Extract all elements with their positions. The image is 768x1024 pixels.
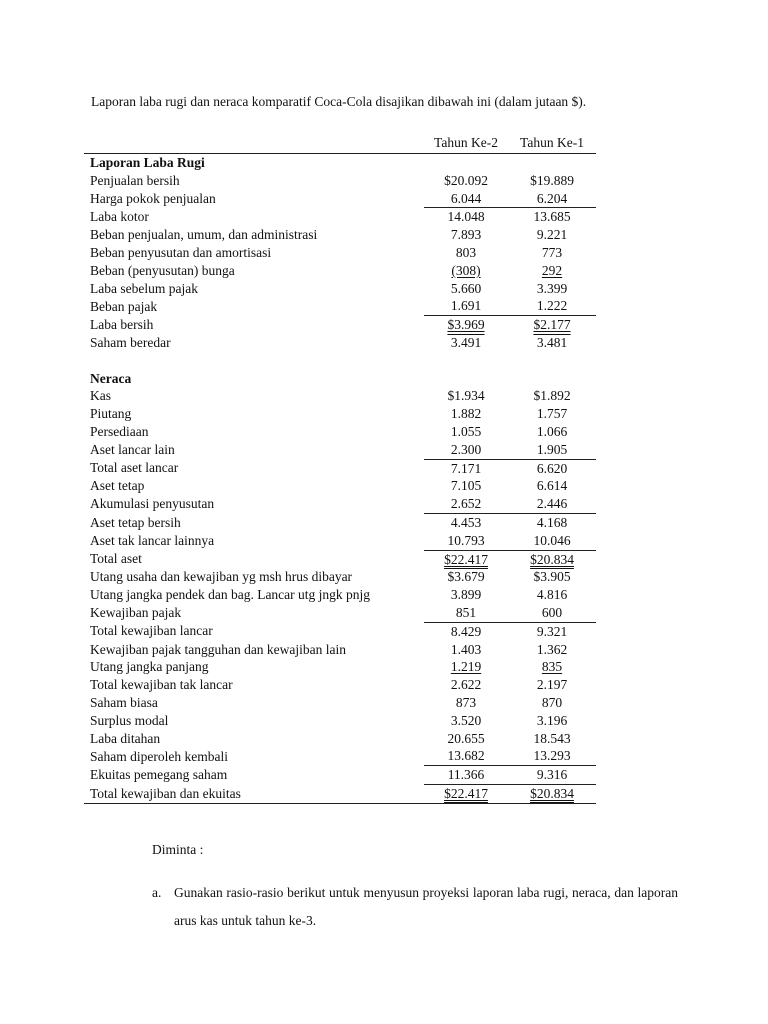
value-text: 20.655 <box>447 730 485 746</box>
value-year-1 <box>508 316 596 334</box>
table-row <box>84 604 596 622</box>
header-year-1: Tahun Ke-1 <box>520 135 584 151</box>
row-label: Laba sebelum pajak <box>90 280 198 296</box>
value-year-1 <box>508 568 596 586</box>
table-row <box>84 622 596 640</box>
value-text: 2.622 <box>450 677 482 693</box>
value-text: 7.171 <box>450 460 482 476</box>
row-label: Beban pajak <box>90 298 158 314</box>
value-year-2 <box>424 172 508 190</box>
value-text: 14.048 <box>447 209 485 225</box>
row-label: Laba bersih <box>90 316 154 332</box>
value-year-2 <box>424 441 508 459</box>
value-year-2 <box>424 766 508 785</box>
table-body <box>84 154 596 804</box>
value-text: 4.453 <box>450 514 482 530</box>
value-text: 3.520 <box>450 712 482 728</box>
value-year-1 <box>508 766 596 785</box>
row-label: Total kewajiban tak lancar <box>90 677 233 693</box>
row-label: Harga pokok penjualan <box>90 190 216 206</box>
value-text: $20.834 <box>530 551 574 567</box>
value-text: 9.316 <box>536 767 568 783</box>
value-text: 6.044 <box>450 190 482 206</box>
value-year-1 <box>508 641 596 659</box>
table-row <box>84 423 596 441</box>
value-year-1 <box>508 262 596 280</box>
value-text: $20.834 <box>530 785 574 801</box>
value-year-1 <box>508 405 596 423</box>
row-label: Aset lancar lain <box>90 442 175 457</box>
value-text: 1.055 <box>450 423 482 439</box>
value-text: (308) <box>451 262 481 278</box>
value-year-2 <box>424 532 508 550</box>
value-year-2 <box>424 568 508 586</box>
value-text: 13.293 <box>533 748 571 764</box>
table-row <box>84 441 596 459</box>
table-row <box>84 586 596 604</box>
value-year-2 <box>424 226 508 244</box>
value-text: 1.905 <box>536 441 568 457</box>
value-text: $20.092 <box>444 172 488 188</box>
value-text: 8.429 <box>450 623 482 639</box>
value-year-1 <box>508 622 596 640</box>
value-text: $3.905 <box>533 569 571 585</box>
value-year-2 <box>424 658 508 676</box>
row-label: Total aset <box>90 551 142 567</box>
value-text: 9.221 <box>536 227 568 243</box>
value-year-2 <box>424 747 508 765</box>
table-row <box>84 405 596 423</box>
table-row <box>84 190 596 208</box>
table-row <box>84 297 596 315</box>
header-year-2: Tahun Ke-2 <box>434 135 498 151</box>
value-year-1 <box>508 172 596 190</box>
row-label: Laba ditahan <box>90 730 161 746</box>
value-year-1 <box>508 226 596 244</box>
table-row <box>84 694 596 712</box>
row-label: Beban penyusutan dan amortisasi <box>90 244 272 260</box>
value-year-2 <box>424 334 508 352</box>
requirement-text: Gunakan rasio-rasio berikut untuk menyusun proyeksi laporan laba rugi, neraca, dan laporan arus kas untuk tahun ke-3. <box>174 885 678 928</box>
row-label: Aset tak lancar lainnya <box>90 532 215 548</box>
table-row <box>84 532 596 550</box>
value-text: $22.417 <box>444 551 488 567</box>
value-text: 2.446 <box>536 496 568 512</box>
value-text: 11.366 <box>447 767 485 783</box>
value-text: 773 <box>541 244 563 260</box>
value-year-2 <box>424 712 508 730</box>
financial-statement-table <box>84 133 596 804</box>
value-year-1 <box>508 604 596 622</box>
value-year-1 <box>508 730 596 748</box>
row-label: Ekuitas pemegang saham <box>90 767 228 783</box>
table-row <box>84 784 596 803</box>
value-year-1 <box>508 370 596 388</box>
value-text: 835 <box>541 659 563 675</box>
value-text: 1.691 <box>450 298 482 314</box>
value-year-2 <box>424 316 508 334</box>
value-year-2 <box>424 280 508 298</box>
value-text: 1.757 <box>536 406 568 422</box>
value-year-1 <box>508 676 596 694</box>
value-year-2 <box>424 477 508 495</box>
row-label: Kewajiban pajak tangguhan dan kewajiban lain <box>90 641 347 657</box>
value-text: 7.893 <box>450 227 482 243</box>
value-year-1 <box>508 477 596 495</box>
value-text: 3.899 <box>450 587 482 603</box>
table-row <box>84 550 596 568</box>
value-text: 6.614 <box>536 478 568 494</box>
value-text: 851 <box>455 604 477 620</box>
value-year-1 <box>508 747 596 765</box>
value-year-1 <box>508 297 596 315</box>
value-text: 3.399 <box>536 280 568 296</box>
value-text: 18.543 <box>533 730 571 746</box>
value-text: $3.679 <box>447 569 485 585</box>
table-row <box>84 513 596 531</box>
table-row <box>84 280 596 298</box>
row-label: Laporan Laba Rugi <box>84 154 424 172</box>
value-year-2 <box>424 262 508 280</box>
table-row <box>84 676 596 694</box>
value-year-2 <box>424 604 508 622</box>
value-year-2 <box>424 694 508 712</box>
value-text: $3.969 <box>447 317 485 333</box>
table-row <box>84 387 596 405</box>
row-label: Total aset lancar <box>90 460 179 476</box>
value-year-2 <box>424 622 508 640</box>
row-label: Utang jangka pendek dan bag. Lancar utg jngk pnjg <box>90 587 371 603</box>
header-label-spacer <box>84 133 424 154</box>
intro-text: Laporan laba rugi dan neraca komparatif Coca-Cola disajikan dibawah ini (dalam jutaan $). <box>91 94 587 109</box>
row-label: Total kewajiban dan ekuitas <box>84 784 424 803</box>
value-year-1 <box>508 208 596 226</box>
value-text: $1.934 <box>447 388 485 404</box>
value-text: $22.417 <box>444 785 488 801</box>
row-label: Piutang <box>90 406 132 422</box>
table-row <box>84 459 596 477</box>
spacer-row <box>84 352 596 370</box>
section-header-row <box>84 154 596 172</box>
value-year-2 <box>424 190 508 208</box>
value-year-1 <box>508 190 596 208</box>
value-year-2 <box>424 352 508 370</box>
value-text: 2.300 <box>450 441 482 457</box>
value-year-1 <box>508 244 596 262</box>
value-year-2 <box>424 459 508 477</box>
table-row <box>84 244 596 262</box>
value-year-2 <box>424 387 508 405</box>
value-text: 10.046 <box>533 532 571 548</box>
row-label: Utang jangka panjang <box>90 659 209 675</box>
value-year-1 <box>508 154 596 172</box>
table-row <box>84 658 596 676</box>
table-row <box>84 316 596 334</box>
value-year-1 <box>508 513 596 531</box>
value-text: 3.491 <box>450 334 482 350</box>
row-label: Penjualan bersih <box>90 172 180 188</box>
table-row <box>84 495 596 513</box>
value-year-1 <box>508 495 596 513</box>
value-text: 873 <box>455 694 477 710</box>
value-year-2 <box>424 495 508 513</box>
table-row <box>84 712 596 730</box>
table-row <box>84 208 596 226</box>
value-text: 600 <box>541 604 563 620</box>
value-text: 3.196 <box>536 712 568 728</box>
requirements-title: Diminta : <box>152 842 204 857</box>
row-label: Utang usaha dan kewajiban yg msh hrus dibayar <box>90 569 353 585</box>
value-text: 1.066 <box>536 423 568 439</box>
table-row <box>84 641 596 659</box>
row-label: Surplus modal <box>90 712 169 728</box>
value-text: 2.652 <box>450 496 482 512</box>
value-year-1 <box>508 532 596 550</box>
row-label: Neraca <box>90 370 132 386</box>
table-row <box>84 172 596 190</box>
value-text: 2.197 <box>536 677 568 693</box>
value-year-1 <box>508 712 596 730</box>
row-label: Beban (penyusutan) bunga <box>90 262 235 278</box>
table-row <box>84 262 596 280</box>
value-year-1 <box>508 387 596 405</box>
value-text: 1.403 <box>450 641 482 657</box>
value-text: 5.660 <box>450 280 482 296</box>
value-year-2 <box>424 730 508 748</box>
table-row <box>84 334 596 352</box>
value-year-1 <box>508 334 596 352</box>
row-label: Akumulasi penyusutan <box>90 496 215 512</box>
value-year-2 <box>424 784 508 803</box>
value-text: 803 <box>455 244 477 260</box>
value-year-1 <box>508 550 596 568</box>
row-label: Saham beredar <box>90 334 171 350</box>
value-text: 4.816 <box>536 587 568 603</box>
value-text: 4.168 <box>536 514 568 530</box>
value-text: 3.481 <box>536 334 568 350</box>
value-year-1 <box>508 658 596 676</box>
row-label: Total kewajiban lancar <box>90 623 213 639</box>
row-label <box>84 352 424 370</box>
table-row <box>84 766 596 785</box>
value-text: 13.682 <box>447 748 485 764</box>
table-row <box>84 730 596 748</box>
value-year-2 <box>424 676 508 694</box>
value-year-1 <box>508 423 596 441</box>
value-text: 9.321 <box>536 623 568 639</box>
value-year-1 <box>508 784 596 803</box>
value-text: 7.105 <box>450 478 482 494</box>
section-header-row <box>84 370 596 388</box>
value-year-2 <box>424 244 508 262</box>
value-text: 1.882 <box>450 406 482 422</box>
value-year-2 <box>424 513 508 531</box>
value-text: 292 <box>541 262 563 278</box>
row-label: Saham diperoleh kembali <box>90 748 228 764</box>
value-text: 13.685 <box>533 209 571 225</box>
value-year-1 <box>508 694 596 712</box>
row-label: Kas <box>90 388 111 404</box>
value-year-2 <box>424 586 508 604</box>
row-label: Aset tetap bersih <box>90 514 181 530</box>
table-header-row <box>84 133 596 154</box>
value-text: 870 <box>541 694 563 710</box>
value-year-1 <box>508 280 596 298</box>
table-row <box>84 477 596 495</box>
value-text: 1.219 <box>450 659 482 675</box>
value-year-2 <box>424 297 508 315</box>
value-text: $19.889 <box>530 172 574 188</box>
value-text: $1.892 <box>533 388 571 404</box>
row-label: Beban penjualan, umum, dan administrasi <box>90 227 318 243</box>
value-year-2 <box>424 550 508 568</box>
row-label: Saham biasa <box>90 694 158 710</box>
value-year-2 <box>424 423 508 441</box>
table-row <box>84 568 596 586</box>
row-label: Kewajiban pajak <box>90 605 182 621</box>
value-year-2 <box>424 370 508 388</box>
value-year-1 <box>508 441 596 459</box>
value-year-2 <box>424 641 508 659</box>
row-label: Persediaan <box>90 423 149 439</box>
value-year-2 <box>424 154 508 172</box>
value-text: $2.177 <box>533 317 571 333</box>
table-row <box>84 226 596 244</box>
value-year-1 <box>508 459 596 477</box>
row-label: Laba kotor <box>90 209 149 225</box>
value-text: 6.204 <box>536 190 568 206</box>
table-row <box>84 747 596 765</box>
value-text: 6.620 <box>536 460 568 476</box>
value-year-2 <box>424 405 508 423</box>
value-text: 10.793 <box>447 532 485 548</box>
value-text: 1.362 <box>536 641 568 657</box>
value-year-1 <box>508 352 596 370</box>
requirement-item-a <box>152 879 678 935</box>
row-label: Aset tetap <box>90 478 145 494</box>
value-text: 1.222 <box>536 298 568 314</box>
value-year-2 <box>424 208 508 226</box>
value-year-1 <box>508 586 596 604</box>
requirement-marker: a. <box>152 885 162 900</box>
